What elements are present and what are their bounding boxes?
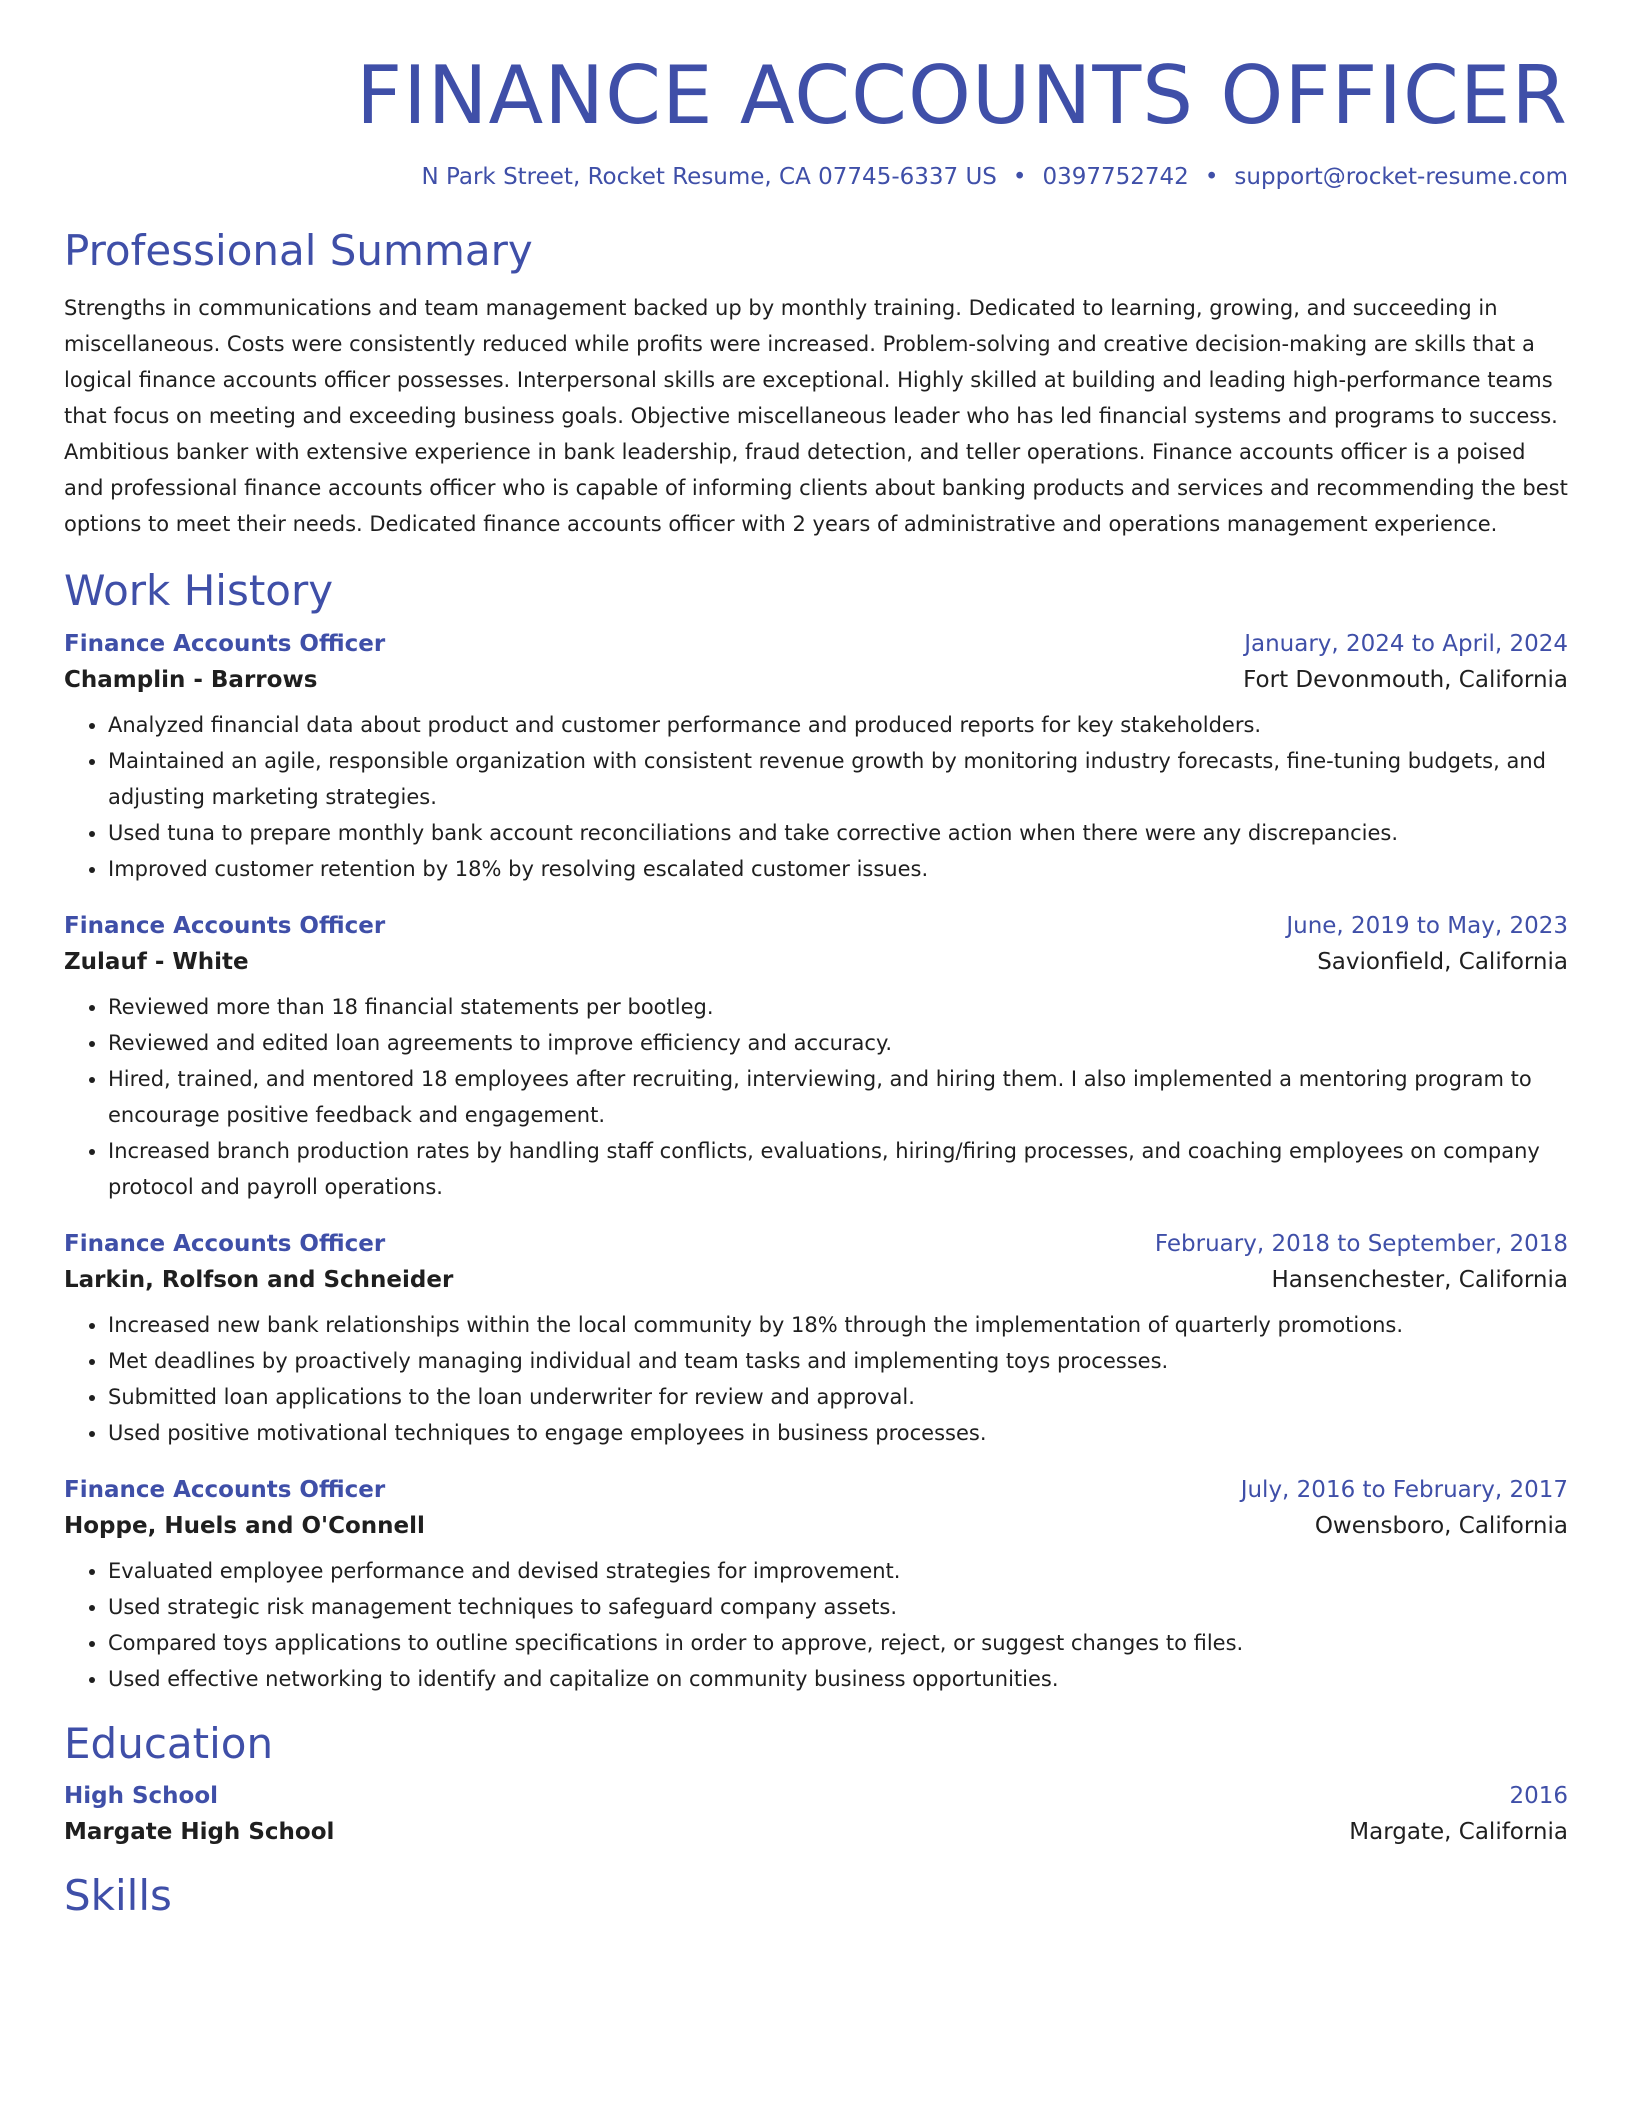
job-company: Larkin, Rolfson and Schneider: [64, 1266, 454, 1293]
job-bullet: • Met deadlines by proactively managing individual and team tasks and implementing toys processes.: [108, 1343, 1568, 1379]
job-bullet: • Submitted loan applications to the loan underwriter for review and approval.: [108, 1379, 1568, 1415]
job-bullet: • Improved customer retention by 18% by resolving escalated customer issues.: [108, 851, 1568, 887]
job-location: Fort Devonmouth, California: [1243, 666, 1568, 693]
job-bullet: • Used strategic risk management techniques to safeguard company assets.: [108, 1589, 1568, 1625]
contact-address: N Park Street, Rocket Resume, CA 07745-6337 US: [421, 164, 997, 190]
education-school: Margate High School: [64, 1819, 335, 1846]
job-bullet: • Maintained an agile, responsible organization with consistent revenue growth by monitoring industry forecasts, fine-tuning budgets, and adjusting marketing strategies.: [108, 743, 1568, 815]
job-bullet: • Hired, trained, and mentored 18 employees after recruiting, interviewing, and hiring them. I also implemented a mentoring program to encourage positive feedback and engagement.: [108, 1061, 1568, 1133]
education-entry: [64, 1783, 1568, 1845]
job-company: Hoppe, Huels and O'Connell: [64, 1512, 425, 1539]
job-entry: [64, 631, 1568, 887]
skills-heading: Skills: [64, 1871, 172, 1921]
job-bullets: [64, 1307, 1568, 1451]
job-bullet: • Compared toys applications to outline specifications in order to approve, reject, or suggest changes to files.: [108, 1625, 1568, 1661]
contact-email: support@rocket-resume.com: [1234, 164, 1568, 190]
contact-line: [64, 164, 1568, 190]
job-bullet: • Used effective networking to identify and capitalize on community business opportunities.: [108, 1661, 1568, 1697]
resume-name: FINANCE ACCOUNTS OFFICER: [356, 49, 1568, 142]
job-dates: February, 2018 to September, 2018: [1154, 1230, 1568, 1257]
job-location: Savionfield, California: [1317, 948, 1568, 975]
job-entry: [64, 1231, 1568, 1451]
job-company: Zulauf - White: [64, 948, 249, 975]
summary-heading: Professional Summary: [64, 226, 533, 275]
summary-text: Strengths in communications and team management backed up by monthly training. Dedicated to learning, growing, and succeeding in miscellaneous. Costs were consistently reduced while profits were increased. Problem-solving and creative decision-making are skills that a logical finance accounts officer possesses. Interpersonal skills are exceptional. Highly skilled at building and leading high-performance teams that focus on meeting and exceeding business goals. Objective miscellaneous leader who has led financial systems and programs to success. Ambitious banker with extensive experience in bank leadership, fraud detection, and teller operations. Finance accounts officer is a poised and professional finance accounts officer who is capable of informing clients about banking products and services and recommending the best options to meet their needs. Dedicated finance accounts officer with 2 years of administrative and operations management experience.: [64, 296, 1568, 537]
education-degree: High School: [64, 1783, 219, 1810]
job-bullets: [64, 989, 1568, 1205]
job-bullet: • Used tuna to prepare monthly bank account reconciliations and take corrective action when there were any discrepancies.: [108, 815, 1568, 851]
job-dates: July, 2016 to February, 2017: [1240, 1476, 1568, 1503]
job-location: Owensboro, California: [1314, 1512, 1568, 1539]
job-bullets: [64, 1553, 1568, 1697]
job-entry: [64, 1477, 1568, 1697]
job-bullet: • Evaluated employee performance and devised strategies for improvement.: [108, 1553, 1568, 1589]
job-bullets: [64, 707, 1568, 887]
job-bullet: • Increased branch production rates by handling staff conflicts, evaluations, hiring/firing processes, and coaching employees on company protocol and payroll operations.: [108, 1133, 1568, 1205]
job-bullet: • Reviewed more than 18 financial statements per bootleg.: [108, 989, 1568, 1025]
job-dates: January, 2024 to April, 2024: [1244, 630, 1568, 657]
job-location: Hansenchester, California: [1271, 1266, 1568, 1293]
job-title: Finance Accounts Officer: [64, 912, 386, 939]
job-entry: [64, 913, 1568, 1205]
job-bullet: • Increased new bank relationships within the local community by 18% through the implementation of quarterly promotions.: [108, 1307, 1568, 1343]
contact-separator: •: [1204, 164, 1219, 190]
job-title: Finance Accounts Officer: [64, 1476, 386, 1503]
job-title: Finance Accounts Officer: [64, 630, 386, 657]
work-history-heading: Work History: [64, 566, 334, 616]
job-company: Champlin - Barrows: [64, 666, 318, 693]
job-title: Finance Accounts Officer: [64, 1230, 386, 1257]
education-location: Margate, California: [1349, 1819, 1568, 1846]
education-year: 2016: [1509, 1783, 1568, 1810]
job-bullet: • Analyzed financial data about product and customer performance and produced reports for key stakeholders.: [108, 707, 1568, 743]
contact-separator: •: [1012, 164, 1027, 190]
job-bullet: • Reviewed and edited loan agreements to improve efficiency and accuracy.: [108, 1025, 1568, 1061]
contact-phone: 0397752742: [1042, 164, 1189, 190]
education-heading: Education: [64, 1718, 274, 1768]
job-dates: June, 2019 to May, 2023: [1286, 912, 1568, 939]
job-bullet: • Used positive motivational techniques to engage employees in business processes.: [108, 1415, 1568, 1451]
